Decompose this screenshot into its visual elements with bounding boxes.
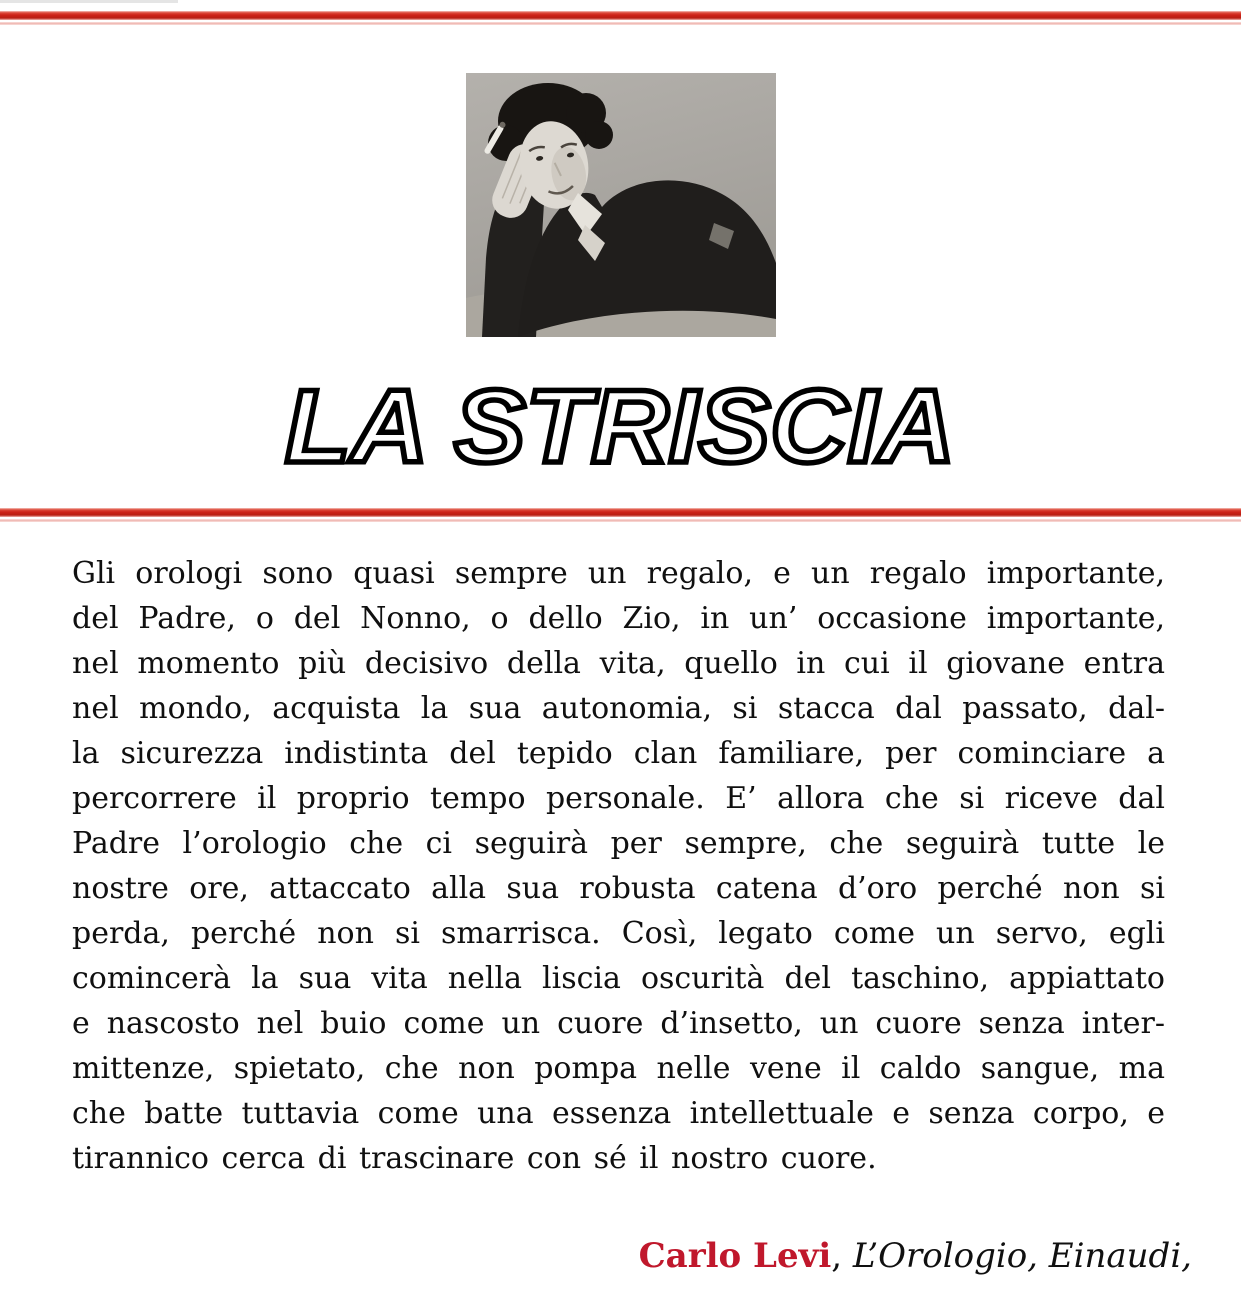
middle-rule-sub-line <box>0 519 1241 522</box>
top-rule-main-line <box>0 11 1241 20</box>
text-line: perda, perché non si smarrisca. Così, legato come un servo, egli <box>72 916 1165 951</box>
justified-lines <box>72 551 1165 1136</box>
top-rule <box>0 11 1241 25</box>
text-line: mittenze, spietato, che non pompa nelle vene il caldo sangue, ma <box>72 1051 1165 1086</box>
text-line-last: tirannico cerca di trascinare con sé il nostro cuore. <box>72 1141 877 1176</box>
attribution-author: Carlo Levi <box>638 1236 832 1276</box>
text-line: che batte tuttavia come una essenza intellettuale e senza corpo, e <box>72 1096 1165 1131</box>
middle-rule <box>0 508 1241 522</box>
text-line: e nascosto nel buio come un cuore d’insetto, un cuore senza inter- <box>72 1006 1165 1041</box>
text-line: la sicurezza indistinta del tepido clan familiare, per cominciare a <box>72 736 1165 771</box>
attribution <box>72 1234 1192 1278</box>
attribution-separator: , <box>831 1236 853 1276</box>
masthead-title: LA STRISCIA <box>285 370 955 482</box>
scan-artifact <box>0 0 178 3</box>
top-rule-sub-line <box>0 22 1241 25</box>
masthead <box>0 370 1241 482</box>
text-line: Padre l’orologio che ci seguirà per sempre, che seguirà tutte le <box>72 826 1165 861</box>
text-line: percorrere il proprio tempo personale. E’ allora che si riceve dal <box>72 781 1165 816</box>
text-line: nel mondo, acquista la sua autonomia, si stacca dal passato, dal- <box>72 691 1165 726</box>
middle-rule-main-line <box>0 508 1241 517</box>
text-line: Gli orologi sono quasi sempre un regalo, e un regalo importante, <box>72 556 1165 591</box>
text-line: nostre ore, attaccato alla sua robusta catena d’oro perché non si <box>72 871 1165 906</box>
portrait-photo <box>466 73 776 337</box>
text-line: comincerà la sua vita nella liscia oscurità del taschino, appiattato <box>72 961 1165 996</box>
attribution-work: L’Orologio, Einaudi, <box>852 1236 1192 1276</box>
text-line: del Padre, o del Nonno, o dello Zio, in un’ occasione importante, <box>72 601 1165 636</box>
text-line: nel momento più decisivo della vita, quello in cui il giovane entra <box>72 646 1165 681</box>
body-text <box>72 551 1165 1181</box>
